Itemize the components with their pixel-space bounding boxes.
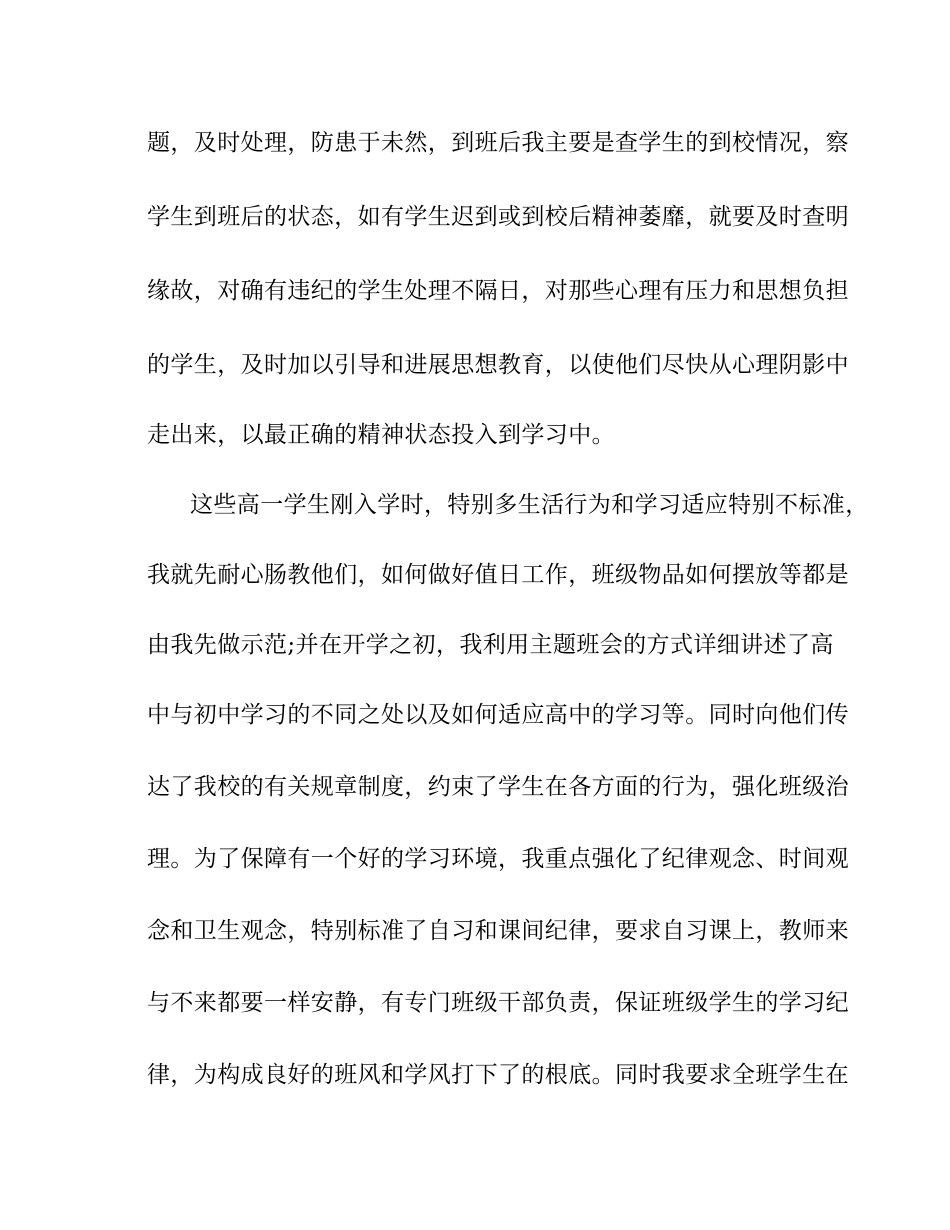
text-line: 缘故，对确有违纪的学生处理不隔日，对那些心理有压力和思想负担 [147,278,849,304]
text-line: 达了我校的有关规章制度，约束了学生在各方面的行为，强化班级治 [147,774,849,800]
text-line: 的学生，及时加以引导和进展思想教育，以使他们尽快从心理阴影中 [147,352,849,378]
text-line: 我就先耐心肠教他们，如何做好值日工作，班级物品如何摆放等都是 [147,562,849,588]
text-line: 由我先做示范;并在开学之初，我利用主题班会的方式详细讲述了高 [147,632,834,658]
paragraph-start-line: 这些高一学生刚入学时，特别多生活行为和学习适应特别不标准， [190,492,869,518]
text-line: 理。为了保障有一个好的学习环境，我重点强化了纪律观念、时间观 [147,846,849,872]
text-line: 学生到班后的状态，如有学生迟到或到校后精神萎靡，就要及时查明 [147,204,849,230]
text-line: 律，为构成良好的班风和学风打下了的根底。同时我要求全班学生在 [147,1062,849,1088]
text-line: 中与初中学习的不同之处以及如何适应高中的学习等。同时向他们传 [147,702,849,728]
text-line: 与不来都要一样安静，有专门班级干部负责，保证班级学生的学习纪 [147,990,849,1016]
text-line: 走出来，以最正确的精神状态投入到学习中。 [147,422,615,448]
text-line: 念和卫生观念，特别标准了自习和课间纪律，要求自习课上，教师来 [147,918,849,944]
text-line: 题，及时处理，防患于未然，到班后我主要是查学生的到校情况，察 [147,130,849,156]
